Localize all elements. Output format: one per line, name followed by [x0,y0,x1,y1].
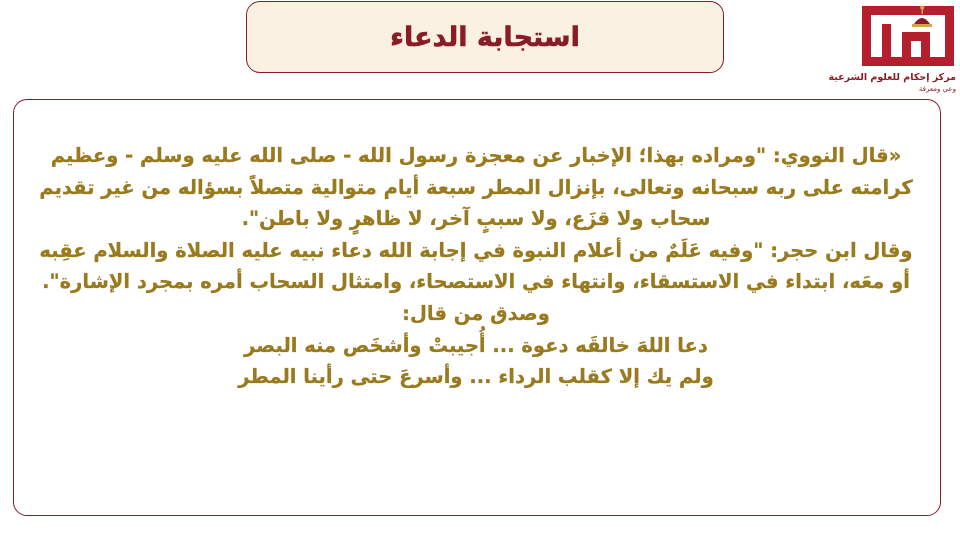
center-logo [828,2,960,94]
slide-title: استجابة الدعاء [390,21,580,53]
nawawi-quote: «قال النووي: "ومراده بهذا؛ الإخبار عن معجزة رسول الله - صلى الله عليه وسلم - وعظيم كرامته على ربه سبحانه وتعالى، بإنزال المطر سبعة أيام متوالية متصلاً بسؤاله من غير تقديم سحاب ولا قزَع، ولا سببٍ آخر، لا ظاهرٍ ولا باطن". [39,144,913,231]
poem-intro: وصدق من قال: [402,301,550,325]
title-banner [246,1,724,73]
poem-line-1: دعا اللهَ خالقَه دعوة ... أُجيبتْ وأشخَص منه البصر [244,333,708,357]
poem-line-2: ولم يك إلا كقلب الرداء ... وأسرعَ حتى رأينا المطر [238,365,714,389]
logo-tagline: وعي ومعرفة [918,85,956,93]
ihkam-logo-icon [856,4,956,70]
ibn-hajar-quote: وقال ابن حجر: "وفيه عَلَمٌ من أعلام النبوة في إجابة الله دعاء نبيه عليه الصلاة والسلام عقِبه أو معَه، ابتداء في الاستسقاء، وانتهاء في الاستصحاء، وامتثال السحاب أمره بمجرد الإشارة". [39,238,913,294]
content-body [32,140,920,393]
content-panel [13,99,941,516]
logo-caption: مركز إحكام للعلوم الشرعية [828,72,956,83]
